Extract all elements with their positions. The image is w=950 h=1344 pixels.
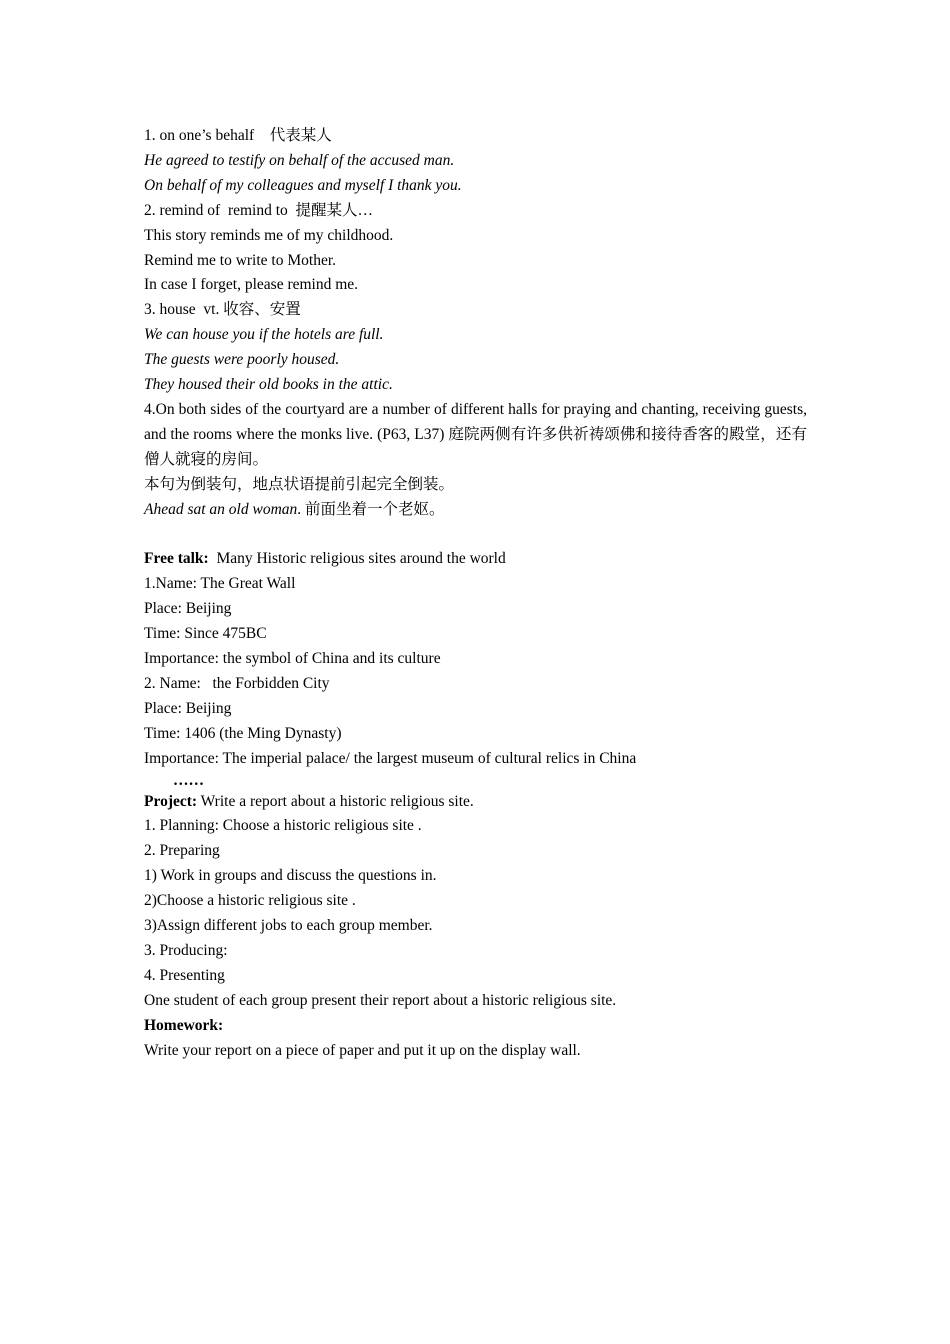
vocab-item-3-heading: 3. house vt. 收容、安置 [144, 301, 301, 319]
site-1-importance: Importance: the symbol of China and its culture [144, 650, 441, 668]
free-talk-label: Free talk: [144, 550, 209, 568]
vocab-item-2-example-1: This story reminds me of my childhood. [144, 226, 394, 244]
spacer [144, 523, 807, 548]
homework-text: Write your report on a piece of paper and put it up on the display wall. [144, 1041, 581, 1059]
site-2-time: Time: 1406 (the Ming Dynasty) [144, 724, 342, 742]
site-1-time: Time: Since 475BC [144, 625, 267, 643]
project-step: 3. Producing: [144, 941, 228, 959]
vocab-item-2-heading: 2. remind of remind to 提醒某人… [144, 201, 374, 219]
vocab-item-2-example-2: Remind me to write to Mother. [144, 251, 337, 269]
project-step: 2)Choose a historic religious site . [144, 892, 356, 910]
vocab-item-4-example-italic: Ahead sat an old woman [144, 500, 298, 518]
site-2-place: Place: Beijing [144, 699, 232, 717]
vocab-item-3-example-2: The guests were poorly housed. [144, 351, 340, 369]
vocab-item-4-paragraph: 4.On both sides of the courtyard are a number of different halls for praying and chanting, receiving guests, and the rooms where the monks live. (P63, L37) 庭院两侧有许多供祈祷颂佛和接待香客的殿堂，还有僧人就寝的房间。 [144, 400, 807, 468]
free-talk-ellipsis: …… [173, 771, 204, 789]
project-heading [144, 790, 807, 815]
free-talk-topic: Many Historic religious sites around the world [208, 550, 506, 568]
project-step: 4. Presenting [144, 966, 225, 984]
free-talk-heading [144, 547, 807, 572]
project-step: 1) Work in groups and discuss the questions in. [144, 867, 437, 885]
vocab-item-1-example-2: On behalf of my colleagues and myself I thank you. [144, 176, 462, 194]
vocab-item-3-example-1: We can house you if the hotels are full. [144, 326, 384, 344]
project-step: 2. Preparing [144, 842, 220, 860]
vocab-item-3-example-3: They housed their old books in the attic. [144, 376, 393, 394]
project-label: Project: [144, 792, 198, 810]
site-2-name: 2. Name: the Forbidden City [144, 674, 330, 692]
vocab-item-4-example [144, 498, 807, 523]
vocab-item-1-example-1: He agreed to testify on behalf of the accused man. [144, 151, 455, 169]
vocab-item-2-example-3: In case I forget, please remind me. [144, 276, 359, 294]
project-step: One student of each group present their report about a historic religious site. [144, 991, 617, 1009]
vocab-item-4-example-rest: . 前面坐着一个老妪。 [297, 500, 445, 518]
document-body [144, 124, 807, 1064]
vocab-item-1-heading: 1. on one’s behalf 代表某人 [144, 127, 332, 144]
site-1-place: Place: Beijing [144, 600, 232, 618]
project-step: 3)Assign different jobs to each group member. [144, 917, 433, 935]
homework-label: Homework: [144, 1016, 224, 1034]
vocab-item-4-note: 本句为倒装句，地点状语提前引起完全倒装。 [144, 475, 455, 493]
project-step: 1. Planning: Choose a historic religious site . [144, 817, 422, 835]
site-1-name: 1.Name: The Great Wall [144, 575, 296, 593]
site-2-importance: Importance: The imperial palace/ the largest museum of cultural relics in China [144, 749, 637, 767]
project-description: Write a report about a historic religious site. [197, 792, 474, 810]
